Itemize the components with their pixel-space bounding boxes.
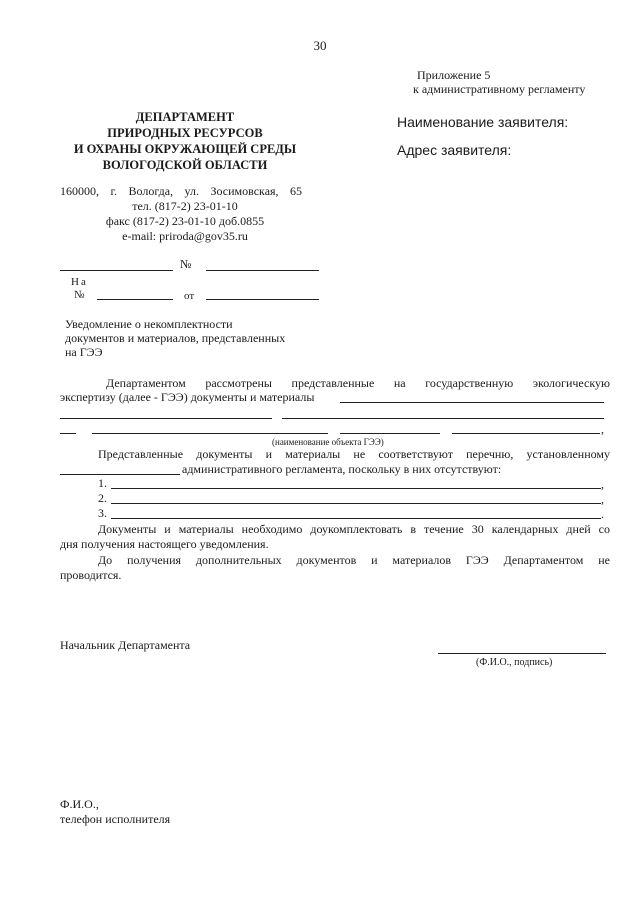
missing-item-1-number: 1.	[98, 476, 107, 490]
para1-line-2: экспертизу (далее - ГЭЭ) документы и материалы	[60, 390, 315, 404]
department-line-4: ВОЛОГОДСКОЙ ОБЛАСТИ	[102, 158, 268, 172]
signature-title: Начальник Департамента	[60, 638, 191, 652]
subject-line-1: Уведомление о некомплектности	[65, 317, 233, 331]
na-number-sign: №	[74, 289, 85, 301]
para2-line-2: административного регламента, поскольку в них отсутствуют:	[182, 462, 502, 476]
object-name-line-3d	[452, 433, 600, 434]
para1-line-1: Департаментом рассмотрены представленные на государственную экологическую	[106, 376, 610, 390]
department-line-3: И ОХРАНЫ ОКРУЖАЮЩЕЙ СРЕДЫ	[73, 142, 297, 156]
missing-item-3-line	[111, 518, 601, 519]
from-label: от	[184, 290, 195, 302]
missing-item-1-line	[111, 488, 601, 489]
outgoing-number-line	[206, 270, 319, 271]
address-email: e-mail: priroda@gov35.ru	[122, 229, 248, 243]
missing-item-2-line	[111, 503, 601, 504]
subject-line-2: документов и материалов, представленных	[65, 331, 286, 345]
missing-item-2-number: 2.	[98, 491, 107, 505]
executor-phone: телефон исполнителя	[60, 812, 171, 826]
object-name-line-3b	[92, 433, 328, 434]
para3-line-1: Документы и материалы необходимо доукомплектовать в течение 30 календарных дней со	[98, 522, 610, 536]
incoming-number-line	[97, 299, 173, 300]
applicant-address-label: Адрес заявителя:	[397, 142, 512, 158]
signature-line	[438, 653, 606, 654]
signature-caption: (Ф.И.О., подпись)	[476, 657, 553, 668]
address-line: 160000, г. Вологда, ул. Зосимовская, 65	[60, 184, 302, 198]
missing-item-2-comma: ,	[601, 492, 604, 506]
department-header	[60, 109, 310, 173]
para4-line-2: проводится.	[60, 568, 122, 582]
object-name-line-3a	[60, 433, 76, 434]
outgoing-number-sign: №	[180, 257, 192, 271]
na-label: На	[71, 276, 88, 288]
object-name-comma: ,	[601, 422, 604, 436]
applicant-name-label: Наименование заявителя:	[397, 114, 569, 130]
appendix-note	[413, 68, 585, 96]
object-name-line-2b	[282, 418, 604, 419]
department-address	[60, 184, 310, 244]
address-fax: факс (817-2) 23-01-10 доб.0855	[105, 214, 265, 228]
appendix-line-2: к административному регламенту	[413, 82, 586, 96]
object-name-line-3c	[340, 433, 440, 434]
outgoing-date-line	[60, 270, 173, 271]
missing-item-1-comma: ,	[601, 477, 604, 491]
department-line-2: ПРИРОДНЫХ РЕСУРСОВ	[107, 126, 263, 140]
page-number: 30	[313, 38, 327, 53]
object-name-line-1	[340, 402, 604, 403]
department-line-1: ДЕПАРТАМЕНТ	[135, 110, 235, 124]
object-name-caption: (наименование объекта ГЭЭ)	[272, 437, 384, 447]
executor-fio: Ф.И.О.,	[60, 797, 99, 811]
incoming-date-line	[206, 299, 319, 300]
subject-line-3: на ГЭЭ	[65, 345, 103, 359]
para4-line-1: До получения дополнительных документов и материалов ГЭЭ Департаментом не	[98, 553, 610, 567]
notice-subject	[65, 317, 285, 359]
object-name-line-2a	[60, 418, 272, 419]
missing-item-3-number: 3.	[98, 506, 107, 520]
regulation-clause-line	[60, 474, 180, 475]
missing-item-3-period: .	[601, 507, 604, 521]
para3-line-2: дня получения настоящего уведомления.	[60, 537, 269, 551]
para2-line-1: Представленные документы и материалы не соответствуют перечню, установленному	[98, 447, 610, 461]
address-phone: тел. (817-2) 23-01-10	[132, 199, 238, 213]
appendix-line-1: Приложение 5	[417, 68, 491, 82]
